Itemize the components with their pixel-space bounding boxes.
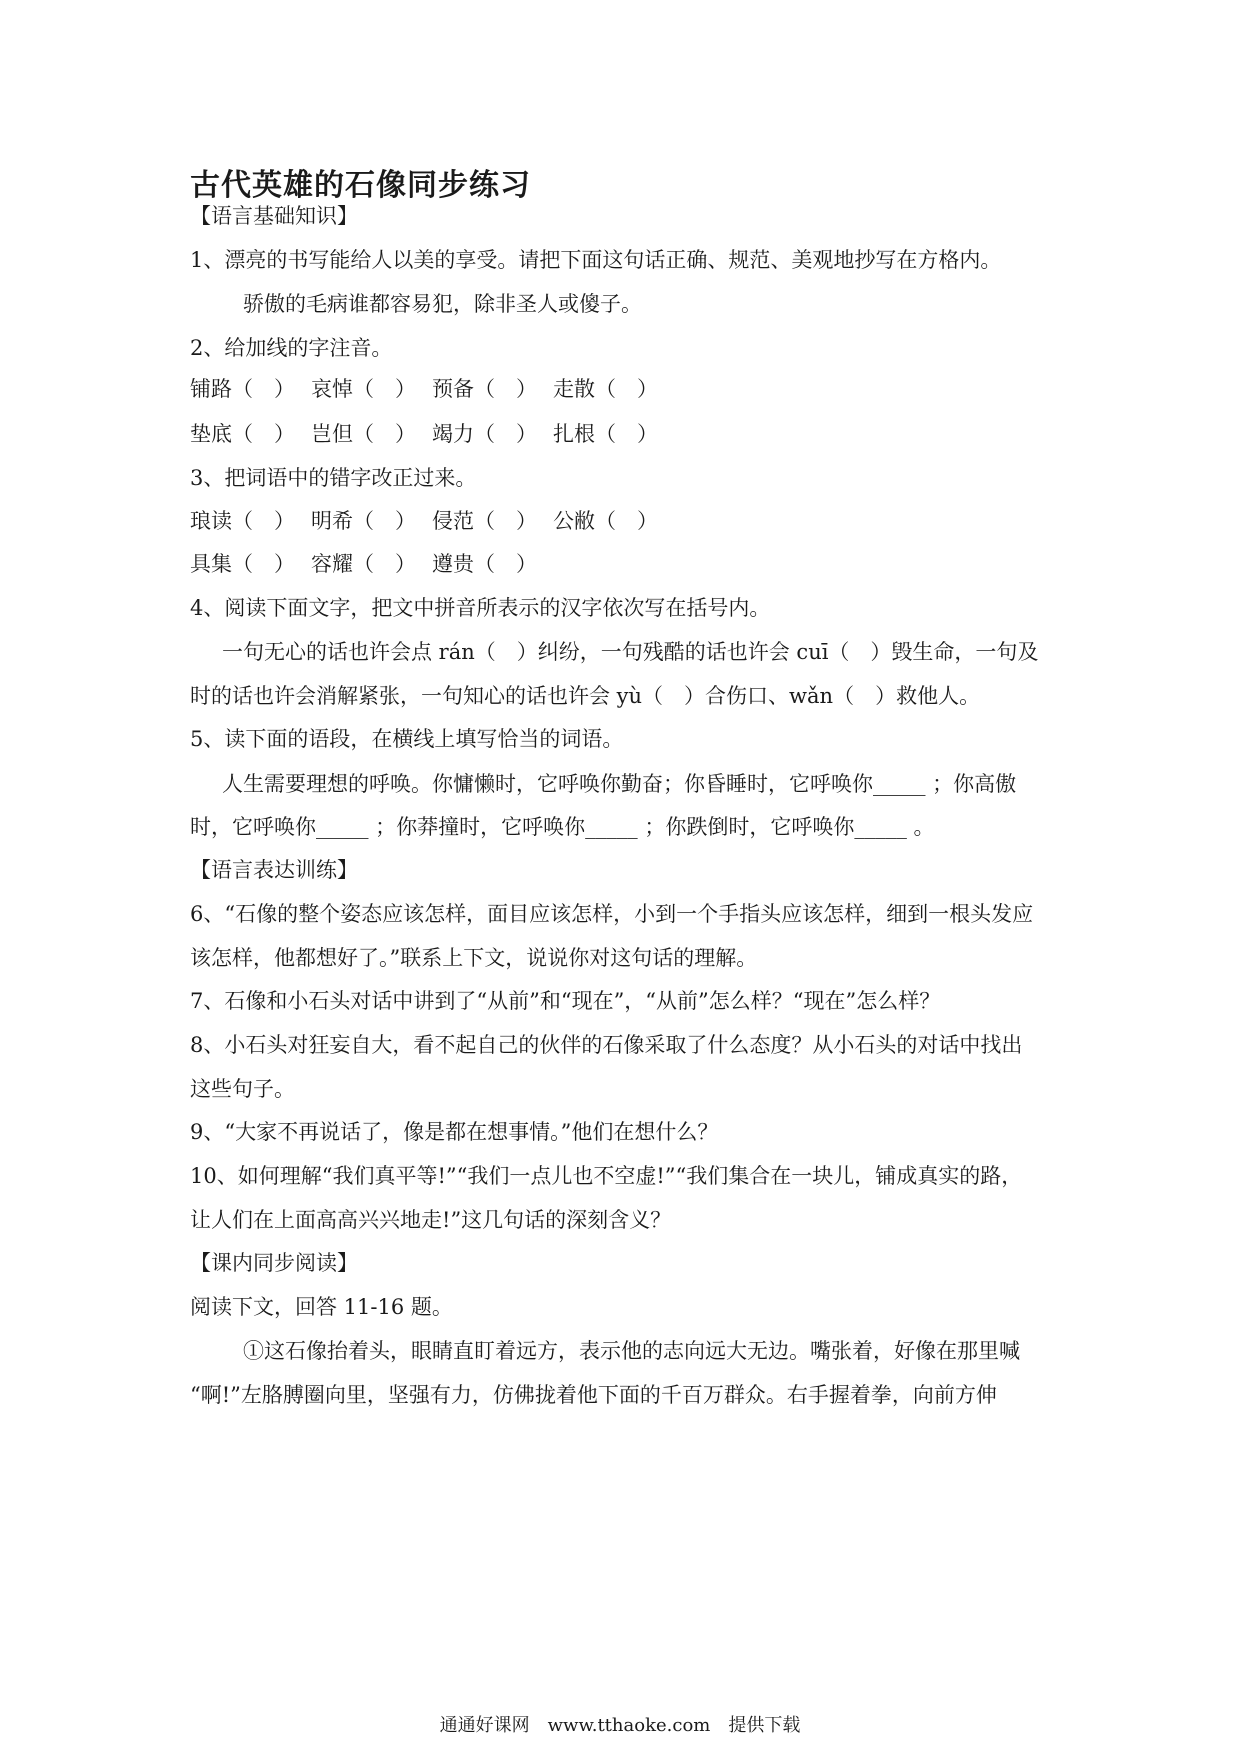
question-3-item: 具集（ ） bbox=[190, 552, 295, 576]
question-2-item: 岂但（ ） bbox=[311, 422, 416, 446]
question-7: 7、石像和小石头对话中讲到了“从前”和“现在”，“从前”怎么样？“现在”怎么样？ bbox=[190, 989, 941, 1013]
question-2-item: 铺路（ ） bbox=[190, 377, 295, 401]
question-2-item: 哀悼（ ） bbox=[311, 377, 416, 401]
page-footer: 通通好课网 www.tthaoke.com 提供下载 bbox=[439, 1715, 801, 1736]
question-10-line-2: 让人们在上面高高兴兴地走!”这几句话的深刻含义？ bbox=[190, 1208, 672, 1232]
question-3-item: 遵贵（ ） bbox=[432, 552, 537, 576]
question-6-line-1: 6、“石像的整个姿态应该怎样，面目应该怎样，小到一个手指头应该怎样，细到一根头发应 bbox=[190, 902, 1034, 926]
question-3-item: 公敝（ ） bbox=[553, 509, 658, 533]
section-heading-reading: 【课内同步阅读】 bbox=[190, 1251, 358, 1275]
question-2-item: 竭力（ ） bbox=[432, 422, 537, 446]
question-5-prompt: 5、读下面的语段，在横线上填写恰当的词语。 bbox=[190, 727, 624, 751]
question-3-row-2 bbox=[190, 550, 553, 578]
question-4-text-line-2: 时的话也许会消解紧张，一句知心的话也许会 yù（ ）合伤口、wǎn（ ）救他人。 bbox=[190, 684, 981, 708]
question-3-item: 容耀（ ） bbox=[311, 552, 416, 576]
question-4-text-line-1: 一句无心的话也许会点 rán（ ）纠纷，一句残酷的话也许会 cuī（ ）毁生命，一句及 bbox=[222, 640, 1039, 664]
question-1-sentence: 骄傲的毛病谁都容易犯，除非圣人或傻子。 bbox=[243, 292, 642, 316]
section-heading-expression: 【语言表达训练】 bbox=[190, 858, 358, 882]
question-1-prompt: 1、漂亮的书写能给人以美的享受。请把下面这句话正确、规范、美观地抄写在方格内。 bbox=[190, 248, 1002, 272]
question-2-item: 预备（ ） bbox=[432, 377, 537, 401]
question-2-item: 扎根（ ） bbox=[553, 422, 658, 446]
reading-paragraph-line-2: “啊!”左胳膊圈向里，坚强有力，仿佛拢着他下面的千百万群众。右手握着拳，向前方伸 bbox=[190, 1383, 997, 1407]
question-3-row-1 bbox=[190, 507, 674, 535]
question-6-line-2: 该怎样，他都想好了。”联系上下文，说说你对这句话的理解。 bbox=[190, 946, 758, 970]
question-10-line-1: 10、如何理解“我们真平等!”“我们一点儿也不空虚!”“我们集合在一块儿，铺成真实的路， bbox=[190, 1164, 1023, 1188]
section-heading-basics: 【语言基础知识】 bbox=[190, 204, 358, 228]
question-2-row-1 bbox=[190, 375, 674, 403]
question-2-item: 走散（ ） bbox=[553, 377, 658, 401]
question-3-item: 明希（ ） bbox=[311, 509, 416, 533]
question-5-text-line-1: 人生需要理想的呼唤。你慵懒时，它呼唤你勤奋；你昏睡时，它呼唤你_____ ；你高傲 bbox=[222, 772, 1017, 796]
question-2-item: 垫底（ ） bbox=[190, 422, 295, 446]
question-2-prompt: 2、给加线的字注音。 bbox=[190, 336, 393, 360]
question-3-item: 琅读（ ） bbox=[190, 509, 295, 533]
question-9: 9、“大家不再说话了，像是都在想事情。”他们在想什么？ bbox=[190, 1120, 719, 1144]
question-3-item: 侵范（ ） bbox=[432, 509, 537, 533]
reading-intro: 阅读下文，回答 11-16 题。 bbox=[190, 1295, 453, 1319]
question-8-line-2: 这些句子。 bbox=[190, 1077, 295, 1101]
page-title: 古代英雄的石像同步练习 bbox=[190, 168, 531, 203]
question-2-row-2 bbox=[190, 420, 674, 448]
question-8-line-1: 8、小石头对狂妄自大，看不起自己的伙伴的石像采取了什么态度？从小石头的对话中找出 bbox=[190, 1033, 1023, 1057]
reading-paragraph-line-1: ①这石像抬着头，眼睛直盯着远方，表示他的志向远大无边。嘴张着，好像在那里喊 bbox=[243, 1339, 1020, 1363]
question-5-text-line-2: 时，它呼唤你_____ ；你莽撞时，它呼唤你_____ ；你跌倒时，它呼唤你_____ 。 bbox=[190, 815, 935, 839]
question-4-prompt: 4、阅读下面文字，把文中拼音所表示的汉字依次写在括号内。 bbox=[190, 596, 771, 620]
question-3-prompt: 3、把词语中的错字改正过来。 bbox=[190, 466, 477, 490]
